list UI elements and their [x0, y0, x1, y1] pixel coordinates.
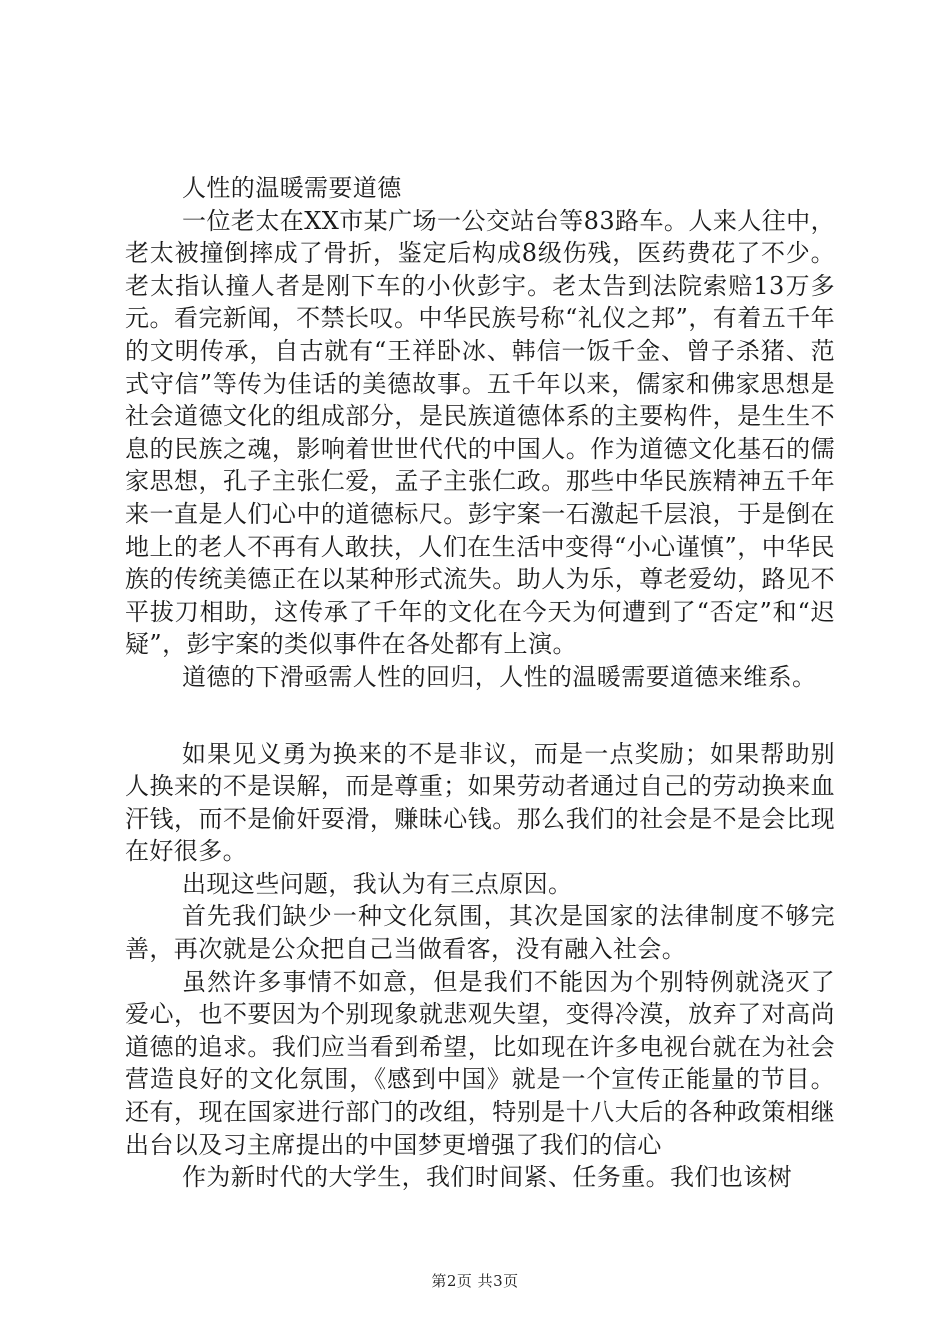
paragraph: 如果见义勇为换来的不是非议，而是一点奖励；如果帮助别人换来的不是误解，而是尊重；如果劳动者通过自己的劳动换来血汗钱，而不是偷奸耍滑，赚昧心钱。那么我们的社会是不是会比现在好很多。 — [125, 739, 835, 866]
paragraph: 道德的下滑亟需人性的回归，人性的温暖需要道德来维系。 — [182, 662, 817, 691]
document-title: 人性的温暖需要道德 — [182, 174, 402, 202]
page-number-footer: 第2页 共3页 — [431, 1272, 519, 1290]
paragraph: 作为新时代的大学生，我们时间紧、任务重。我们也该树 — [182, 1163, 792, 1192]
paragraph: 一位老太在XX市某广场一公交站台等83路车。人来人往中，老太被撞倒摔成了骨折，鉴定后构成8级伤残，医药费花了不少。老太指认撞人者是刚下车的小伙彭宇。老太告到法院索赔13万多元。看完新闻，不禁长叹。中华民族号称“礼仪之邦”，有着五千年的文明传承，自古就有“王祥卧冰、韩信一饭千金、曾子杀猪、范式守信”等传为佳话的美德故事。五千年以来，儒家和佛家思想是社会道德文化的组成部分，是民族道德体系的主要构件，是生生不息的民族之魂，影响着世世代代的中国人。作为道德文化基石的儒家思想，孔子主张仁爱，孟子主张仁政。那些中华民族精神五千年来一直是人们心中的道德标尺。彭宇案一石激起千层浪，于是倒在地上的老人不再有人敢扶，人们在生活中变得“小心谨慎”，中华民族的传统美德正在以某种形式流失。助人为乐，尊老爱幼，路见不平拔刀相助，这传承了千年的文化在今天为何遭到了“否定”和“迟疑”，彭宇案的类似事件在各处都有上演。 — [125, 206, 835, 659]
paragraph: 出现这些问题，我认为有三点原因。 — [182, 869, 573, 898]
paragraph: 虽然许多事情不如意，但是我们不能因为个别特例就浇灭了爱心，也不要因为个别现象就悲观失望，变得冷漠，放弃了对高尚道德的追求。我们应当看到希望，比如现在许多电视台就在为社会营造良好的文化氛围，《感到中国》就是一个宣传正能量的节目。还有，现在国家进行部门的改组，特别是十八大后的各种政策相继出台以及习主席提出的中国梦更增强了我们的信心 — [125, 967, 835, 1159]
paragraph: 首先我们缺少一种文化氛围，其次是国家的法律制度不够完善，再次就是公众把自己当做看客，没有融入社会。 — [125, 902, 835, 964]
paragraph-spacer — [125, 694, 835, 738]
document-body — [125, 172, 835, 1194]
